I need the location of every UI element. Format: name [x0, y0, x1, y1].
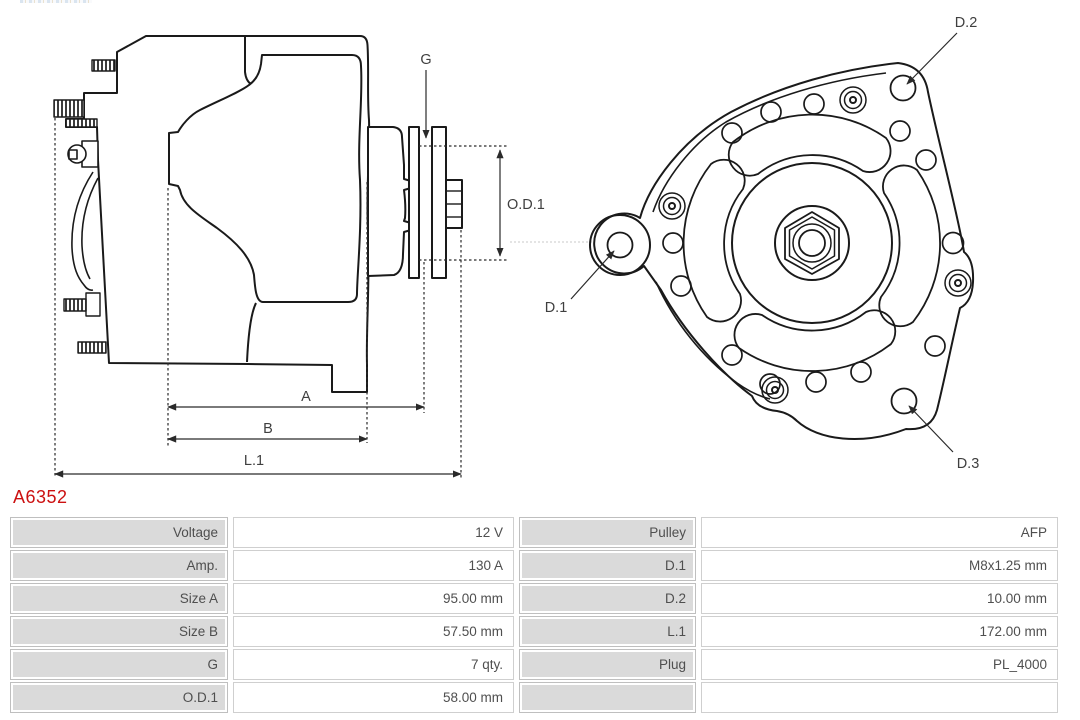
spec-value-cell: 10.00 mm [701, 583, 1058, 614]
spec-value-cell: 95.00 mm [233, 583, 514, 614]
spec-value-cell: 57.50 mm [233, 616, 514, 647]
end-view [590, 63, 973, 439]
spec-value-cell: M8x1.25 mm [701, 550, 1058, 581]
dim-label-d3: D.3 [956, 456, 980, 472]
side-view [54, 36, 462, 392]
rotor-circle [732, 163, 892, 323]
spec-label-cell: Size B [10, 616, 228, 647]
stud-thread-bottom [78, 342, 106, 353]
shaft-end [446, 180, 462, 228]
part-number: A6352 [13, 487, 68, 507]
spec-label-cell: Voltage [10, 517, 228, 548]
side-body-outline [66, 36, 369, 392]
rear-cover-curves [72, 172, 98, 290]
spec-value-cell: PL_4000 [701, 649, 1058, 680]
spec-value-cell: 7 qty. [233, 649, 514, 680]
spec-label-cell: D.1 [519, 550, 696, 581]
spec-label-cell: G [10, 649, 228, 680]
spec-value-cell [701, 682, 1058, 713]
spec-label-cell: Pulley [519, 517, 696, 548]
spec-label-cell: D.2 [519, 583, 696, 614]
spec-value-cell: 58.00 mm [233, 682, 514, 713]
stud-thread-small [66, 119, 97, 127]
spec-label-cell: Plug [519, 649, 696, 680]
stud-thread-top [92, 60, 115, 71]
dim-label-b: B [263, 421, 273, 437]
spec-value-cell: 12 V [233, 517, 514, 548]
d2-leader [907, 33, 957, 84]
spec-label-cell: O.D.1 [10, 682, 228, 713]
dim-label-a: A [301, 389, 311, 405]
stud-block-lower [86, 293, 100, 316]
front-hub [368, 127, 411, 276]
dim-label-d1: D.1 [544, 300, 568, 316]
stud-thread-big [54, 100, 84, 117]
dim-label-d2: D.2 [954, 15, 978, 31]
pulley-flange-front [432, 127, 446, 278]
dim-label-l1: L.1 [243, 453, 265, 469]
spec-label-cell: L.1 [519, 616, 696, 647]
dim-label-g: G [420, 52, 432, 68]
spec-value-cell: 172.00 mm [701, 616, 1058, 647]
spec-label-cell [519, 682, 696, 713]
spec-value-cell: AFP [701, 517, 1058, 548]
b-plus-terminal [68, 141, 98, 167]
spec-table [10, 517, 1058, 713]
pulley-flange-rear [409, 127, 419, 278]
spec-value-cell: 130 A [233, 550, 514, 581]
stud-thread-lower [64, 299, 86, 311]
spec-label-cell: Size A [10, 583, 228, 614]
dim-label-od1: O.D.1 [507, 197, 545, 213]
spec-label-cell: Amp. [10, 550, 228, 581]
